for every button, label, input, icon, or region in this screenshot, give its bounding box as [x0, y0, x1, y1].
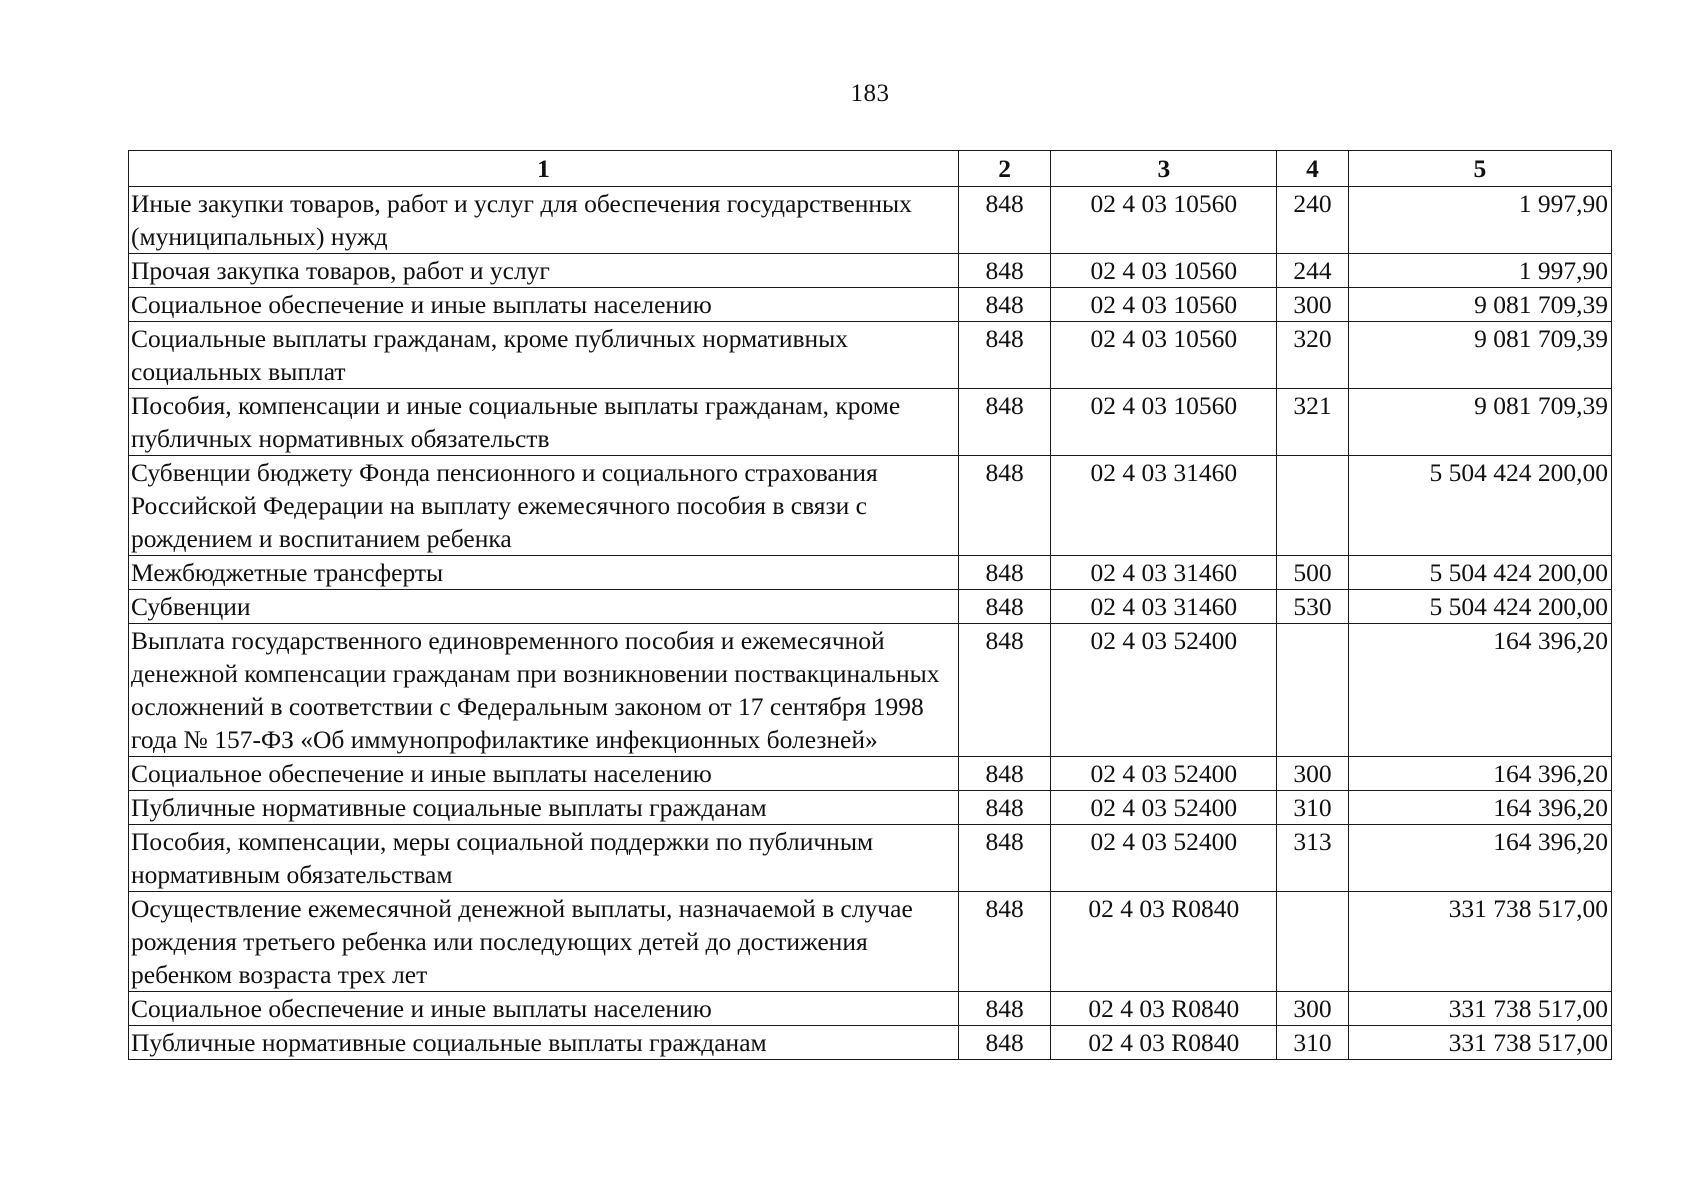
- cell-ministry: 848: [958, 556, 1050, 590]
- table-row: [129, 590, 1612, 624]
- cell-sum: 9 081 709,39: [1348, 322, 1611, 389]
- cell-ministry: 848: [958, 791, 1050, 825]
- table-row: [129, 1026, 1612, 1060]
- cell-type: 244: [1277, 254, 1348, 288]
- cell-sum: 164 396,20: [1348, 624, 1611, 757]
- cell-sum: 164 396,20: [1348, 757, 1611, 791]
- cell-ministry: 848: [958, 187, 1050, 254]
- cell-type: [1277, 624, 1348, 757]
- cell-ministry: 848: [958, 992, 1050, 1026]
- cell-code: 02 4 03 31460: [1051, 456, 1277, 556]
- cell-name: Осуществление ежемесячной денежной выплаты, назначаемой в случае рождения третьего ребенка или последующих детей до достижения ребенком возраста трех лет: [129, 892, 959, 992]
- cell-type: 310: [1277, 791, 1348, 825]
- cell-type: 310: [1277, 1026, 1348, 1060]
- table-row: [129, 389, 1612, 456]
- table-header: [129, 151, 1612, 187]
- cell-ministry: 848: [958, 322, 1050, 389]
- table-row: [129, 624, 1612, 757]
- cell-name: Публичные нормативные социальные выплаты гражданам: [129, 1026, 959, 1060]
- cell-sum: 331 738 517,00: [1348, 1026, 1611, 1060]
- cell-sum: 5 504 424 200,00: [1348, 456, 1611, 556]
- page-number: 183: [850, 80, 890, 107]
- cell-name: Пособия, компенсации и иные социальные выплаты гражданам, кроме публичных нормативных обязательств: [129, 389, 959, 456]
- table-row: [129, 187, 1612, 254]
- cell-ministry: 848: [958, 825, 1050, 892]
- cell-ministry: 848: [958, 456, 1050, 556]
- cell-type: [1277, 456, 1348, 556]
- header-cell-code: 3: [1051, 151, 1277, 187]
- cell-sum: 1 997,90: [1348, 254, 1611, 288]
- cell-sum: 331 738 517,00: [1348, 992, 1611, 1026]
- cell-code: 02 4 03 R0840: [1051, 892, 1277, 992]
- cell-type: 313: [1277, 825, 1348, 892]
- table-body: [129, 187, 1612, 1060]
- cell-ministry: 848: [958, 624, 1050, 757]
- cell-code: 02 4 03 52400: [1051, 624, 1277, 757]
- cell-ministry: 848: [958, 590, 1050, 624]
- cell-ministry: 848: [958, 757, 1050, 791]
- header-cell-ministry: 2: [958, 151, 1050, 187]
- table-row: [129, 456, 1612, 556]
- cell-code: 02 4 03 52400: [1051, 825, 1277, 892]
- cell-type: 300: [1277, 757, 1348, 791]
- cell-sum: 9 081 709,39: [1348, 389, 1611, 456]
- table-row: [129, 992, 1612, 1026]
- cell-ministry: 848: [958, 1026, 1050, 1060]
- cell-code: 02 4 03 31460: [1051, 556, 1277, 590]
- cell-name: Субвенции бюджету Фонда пенсионного и социального страхования Российской Федерации на выплату ежемесячного пособия в связи с рождением и воспитанием ребенка: [129, 456, 959, 556]
- cell-type: 300: [1277, 992, 1348, 1026]
- cell-name: Публичные нормативные социальные выплаты гражданам: [129, 791, 959, 825]
- cell-code: 02 4 03 R0840: [1051, 1026, 1277, 1060]
- cell-name: Социальное обеспечение и иные выплаты населению: [129, 757, 959, 791]
- table-row: [129, 892, 1612, 992]
- cell-type: 500: [1277, 556, 1348, 590]
- cell-type: 530: [1277, 590, 1348, 624]
- cell-ministry: 848: [958, 389, 1050, 456]
- table-row: [129, 791, 1612, 825]
- budget-table: [128, 150, 1612, 1060]
- cell-sum: 5 504 424 200,00: [1348, 556, 1611, 590]
- cell-ministry: 848: [958, 254, 1050, 288]
- cell-sum: 331 738 517,00: [1348, 892, 1611, 992]
- cell-name: Социальные выплаты гражданам, кроме публичных нормативных социальных выплат: [129, 322, 959, 389]
- cell-code: 02 4 03 10560: [1051, 389, 1277, 456]
- cell-name: Социальное обеспечение и иные выплаты населению: [129, 288, 959, 322]
- table-row: [129, 757, 1612, 791]
- header-cell-type: 4: [1277, 151, 1348, 187]
- table-row: [129, 254, 1612, 288]
- table-row: [129, 825, 1612, 892]
- table-row: [129, 556, 1612, 590]
- table-row: [129, 322, 1612, 389]
- cell-sum: 164 396,20: [1348, 825, 1611, 892]
- cell-ministry: 848: [958, 892, 1050, 992]
- cell-sum: 1 997,90: [1348, 187, 1611, 254]
- table-row: [129, 288, 1612, 322]
- header-cell-name: 1: [129, 151, 959, 187]
- cell-code: 02 4 03 10560: [1051, 288, 1277, 322]
- cell-code: 02 4 03 31460: [1051, 590, 1277, 624]
- cell-name: Выплата государственного единовременного пособия и ежемесячной денежной компенсации гражданам при возникновении поствакцинальных осложнений в соответствии с Федеральным законом от 17 сентября 1998 года № 157-ФЗ «Об иммунопрофилактике инфекционных болезней»: [129, 624, 959, 757]
- cell-code: 02 4 03 R0840: [1051, 992, 1277, 1026]
- cell-code: 02 4 03 10560: [1051, 187, 1277, 254]
- cell-sum: 5 504 424 200,00: [1348, 590, 1611, 624]
- cell-sum: 9 081 709,39: [1348, 288, 1611, 322]
- cell-code: 02 4 03 10560: [1051, 254, 1277, 288]
- cell-name: Пособия, компенсации, меры социальной поддержки по публичным нормативным обязательствам: [129, 825, 959, 892]
- cell-name: Прочая закупка товаров, работ и услуг: [129, 254, 959, 288]
- cell-type: [1277, 892, 1348, 992]
- cell-code: 02 4 03 10560: [1051, 322, 1277, 389]
- cell-type: 300: [1277, 288, 1348, 322]
- cell-name: Социальное обеспечение и иные выплаты населению: [129, 992, 959, 1026]
- cell-type: 321: [1277, 389, 1348, 456]
- cell-code: 02 4 03 52400: [1051, 757, 1277, 791]
- cell-name: Субвенции: [129, 590, 959, 624]
- header-cell-sum: 5: [1348, 151, 1611, 187]
- cell-type: 240: [1277, 187, 1348, 254]
- header-row: [129, 151, 1612, 187]
- cell-code: 02 4 03 52400: [1051, 791, 1277, 825]
- cell-sum: 164 396,20: [1348, 791, 1611, 825]
- cell-name: Межбюджетные трансферты: [129, 556, 959, 590]
- cell-type: 320: [1277, 322, 1348, 389]
- cell-name: Иные закупки товаров, работ и услуг для обеспечения государственных (муниципальных) нужд: [129, 187, 959, 254]
- cell-ministry: 848: [958, 288, 1050, 322]
